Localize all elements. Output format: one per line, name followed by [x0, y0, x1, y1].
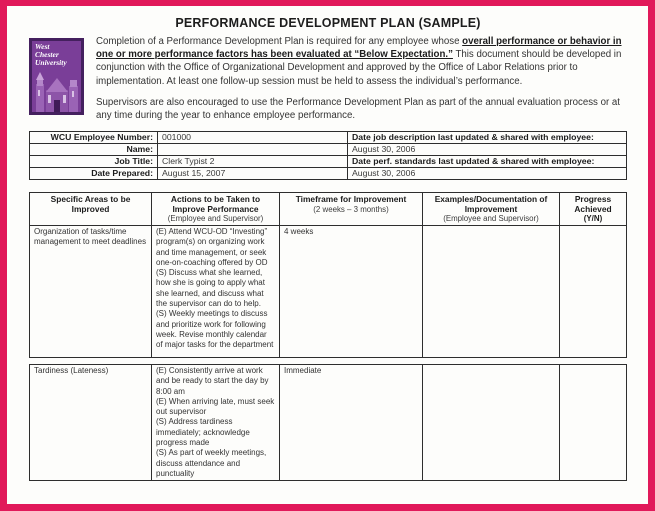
date-prepared-label: Date Prepared: — [30, 168, 158, 180]
intro-section — [29, 35, 627, 122]
job-title-value: Clerk Typist 2 — [158, 156, 348, 168]
supervisors-paragraph: Supervisors are also encouraged to use the Performance Development Plan as part of the annual evaluation process or at any time during the year to enhance employee performance. — [96, 96, 620, 122]
timeframe-cell: Immediate — [280, 365, 423, 481]
progress-cell — [560, 226, 627, 358]
logo-line: West — [35, 42, 50, 51]
document-page — [7, 6, 648, 504]
improvement-plan-table-continued — [29, 364, 627, 481]
intro-text-post: This document should be developed in conjunction with the Office of Organizational Development and approved by the Office of Labor Relations prior to implementation. At least one follow-up session must be held to assess the individual’s performance. — [96, 49, 622, 87]
examples-cell — [423, 226, 560, 358]
table-row — [30, 365, 627, 481]
employee-number-value: 001000 — [158, 132, 348, 144]
logo-line: Chester — [35, 50, 59, 59]
intro-text-pre: Completion of a Performance Development Plan is required for any employee whose — [96, 36, 463, 47]
progress-cell — [560, 365, 627, 481]
job-title-label: Job Title: — [30, 156, 158, 168]
actions-cell: (E) Consistently arrive at work and be ready to start the day by 8:00 am (E) When arriving late, must seek out supervisor (S) Address tardiness immediately; acknowledge progress made (S) As part of weekly meetings, discuss attendance and punctuality — [152, 365, 280, 481]
logo-line: University — [35, 58, 67, 67]
col-header-areas: Specific Areas to be Improved — [30, 193, 152, 226]
university-building-icon — [32, 70, 81, 114]
table-row — [30, 156, 627, 168]
improvement-plan-table — [29, 192, 627, 358]
col-header-timeframe: Timeframe for Improvement (2 weeks – 3 months) — [280, 193, 423, 226]
date-prepared-value: August 15, 2007 — [158, 168, 348, 180]
col-header-progress: Progress Achieved (Y/N) — [560, 193, 627, 226]
perf-standards-date-label: Date perf. standards last updated & shared with employee: — [348, 156, 627, 168]
perf-standards-date-value: August 30, 2006 — [348, 168, 627, 180]
timeframe-cell: 4 weeks — [280, 226, 423, 358]
name-value — [158, 144, 348, 156]
intro-text-emphasis: overall performance or behavior in one or more performance factors has been evaluated at “Below Expectation.” — [96, 36, 622, 61]
name-label: Name: — [30, 144, 158, 156]
table-row — [30, 132, 627, 144]
col-header-actions: Actions to be Taken to Improve Performance (Employee and Supervisor) — [152, 193, 280, 226]
table-row — [30, 226, 627, 358]
university-logo-text — [32, 41, 81, 67]
job-desc-date-label: Date job description last updated & shared with employee: — [348, 132, 627, 144]
area-cell: Organization of tasks/time management to meet deadlines — [30, 226, 152, 358]
area-cell: Tardiness (Lateness) — [30, 365, 152, 481]
job-desc-date-value: August 30, 2006 — [348, 144, 627, 156]
page-title: PERFORMANCE DEVELOPMENT PLAN (SAMPLE) — [175, 16, 481, 30]
university-logo — [29, 38, 84, 115]
col-header-examples: Examples/Documentation of Improvement (Employee and Supervisor) — [423, 193, 560, 226]
table-header-row — [30, 193, 627, 226]
employee-info-table — [29, 131, 627, 180]
table-row — [30, 168, 627, 180]
examples-cell — [423, 365, 560, 481]
intro-paragraph — [29, 35, 627, 88]
table-row — [30, 144, 627, 156]
actions-cell: (E) Attend WCU-OD “Investing” program(s) on organizing work and time management, or seek one-on-coaching offered by OD (S) Discuss what she learned, how she is going to apply what she learned, and discuss what the supervisor can do to help. (S) Weekly meetings to discuss and prioritize work for following week. Revise monthly calendar of major tasks for the department — [152, 226, 280, 358]
document-content — [7, 6, 648, 481]
employee-number-label: WCU Employee Number: — [30, 132, 158, 144]
